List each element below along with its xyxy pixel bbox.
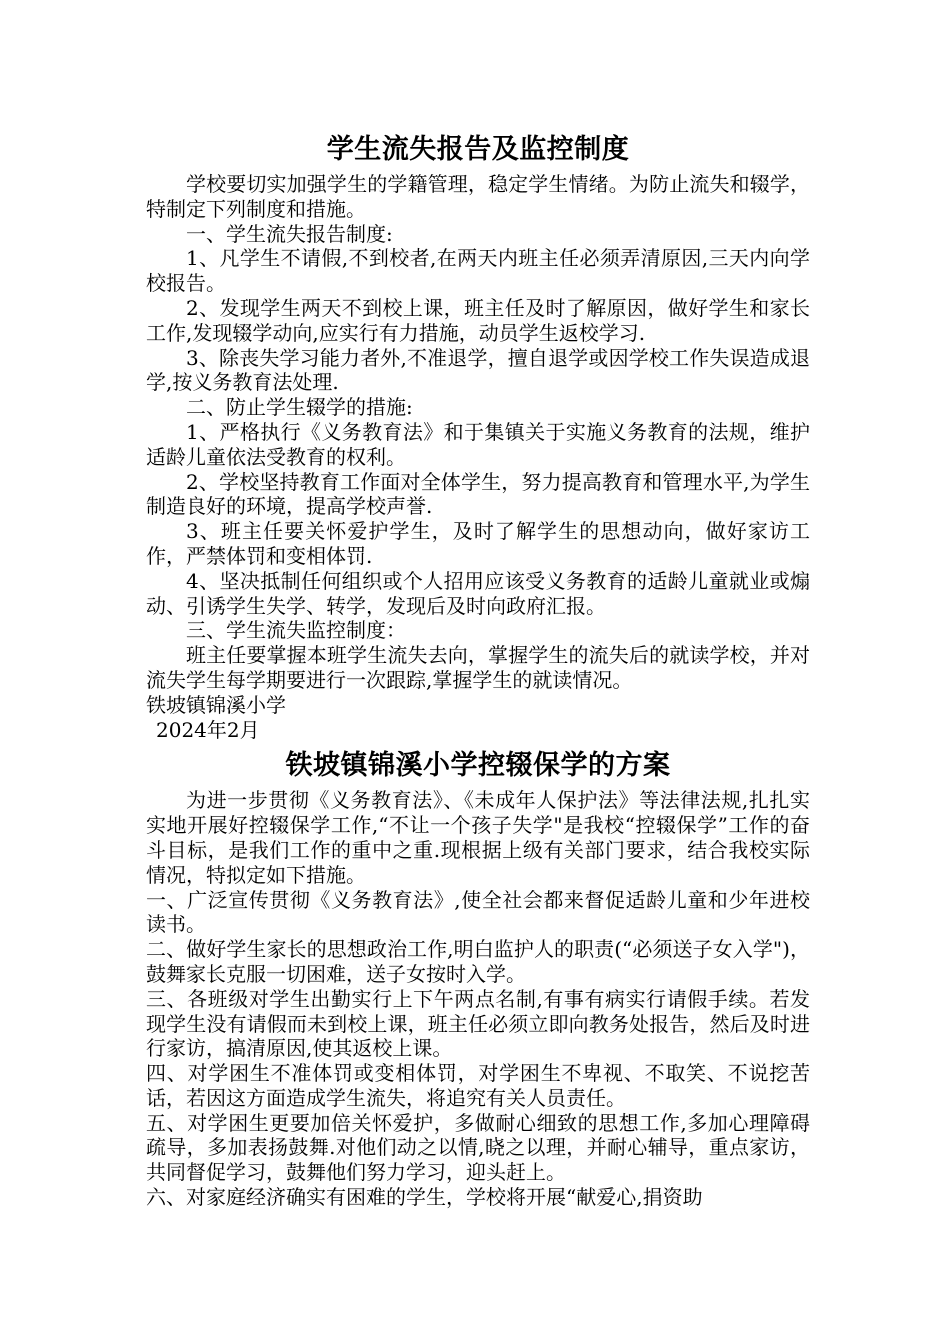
doc2-item: 一、广泛宣传贯彻《义务教育法》,使全社会都来督促适龄儿童和少年进校读书。: [146, 887, 810, 937]
doc1-paragraph: 3、除丧失学习能力者外,不准退学，擅自退学或因学校工作失误造成退学,按义务教育法处理.: [146, 345, 810, 395]
doc2-intro: 为进一步贯彻《义务教育法》、《未成年人保护法》等法律法规,扎扎实实地开展好控辍保学工作,“不让一个孩子失学"是我校“控辍保学”工作的奋斗目标，是我们工作的重中之重.现根据上级有关部门要求，结合我校实际情况，特拟定如下措施。: [146, 788, 810, 887]
doc1-paragraph: 2、发现学生两天不到校上课，班主任及时了解原因，做好学生和家长工作,发现辍学动向,应实行有力措施，动员学生返校学习.: [146, 295, 810, 345]
doc2-title: 铁坡镇锦溪小学控辍保学的方案: [285, 750, 671, 782]
doc1-paragraph: 2、学校坚持教育工作面对全体学生，努力提高教育和管理水平,为学生制造良好的环境，提高学校声誉.: [146, 469, 810, 519]
doc1-title: 学生流失报告及监控制度: [326, 134, 630, 165]
doc1-paragraph: 1、凡学生不请假,不到校者,在两天内班主任必须弄清原因,三天内向学校报告。: [146, 246, 810, 296]
doc2-item: 四、对学困生不准体罚或变相体罚，对学困生不卑视、不取笑、不说挖苦话，若因这方面造成学生流失，将追究有关人员责任。: [146, 1061, 810, 1110]
doc1-paragraph: 学校要切实加强学生的学籍管理，稳定学生情绪。为防止流失和辍学，特制定下列制度和措施。: [146, 172, 810, 221]
document-page: [146, 128, 810, 1210]
doc2-item: 五、对学困生更要加倍关怀爱护，多做耐心细致的思想工作,多加心理障碍疏导，多加表扬鼓舞.对他们动之以情,晓之以理，并耐心辅导，重点家访，共同督促学习，鼓舞他们努力学习，迎头赶上。: [146, 1110, 810, 1185]
doc1-section-heading: 三、学生流失监控制度：: [186, 618, 406, 643]
doc2-item: 二、做好学生家长的思想政治工作,明白监护人的职责(“必须送子女入学")，鼓舞家长克服一切困难，送子女按时入学。: [146, 937, 810, 986]
doc1-paragraph: 班主任要掌握本班学生流失去向，掌握学生的流失后的就读学校，并对流失学生每学期要进行一次跟踪,掌握学生的就读情况。: [146, 643, 810, 692]
doc1-paragraph: 3、班主任要关怀爱护学生，及时了解学生的思想动向，做好家访工作，严禁体罚和变相体罚.: [146, 519, 810, 568]
doc1-section-heading: 一、学生流失报告制度:: [186, 221, 393, 246]
doc1-signature: 铁坡镇锦溪小学: [146, 692, 286, 717]
doc2-item: 三、各班级对学生出勤实行上下午两点名制,有事有病实行请假手续。若发现学生没有请假而未到校上课，班主任必须立即向教务处报告，然后及时进行家访，搞清原因,使其返校上课。: [146, 986, 810, 1061]
doc1-paragraph: 1、严格执行《义务教育法》和于集镇关于实施义务教育的法规，维护适龄儿童依法受教育的权利。: [146, 419, 810, 469]
doc1-date: 2024年2月: [156, 717, 260, 742]
doc2-item: 六、对家庭经济确实有困难的学生，学校将开展“献爱心,捐资助: [146, 1185, 703, 1210]
doc1-paragraph: 4、坚决抵制任何组织或个人招用应该受义务教育的适龄儿童就业或煽动、引诱学生失学、转学，发现后及时向政府汇报。: [146, 568, 810, 618]
doc1-section-heading: 二、防止学生辍学的措施:: [186, 395, 413, 420]
